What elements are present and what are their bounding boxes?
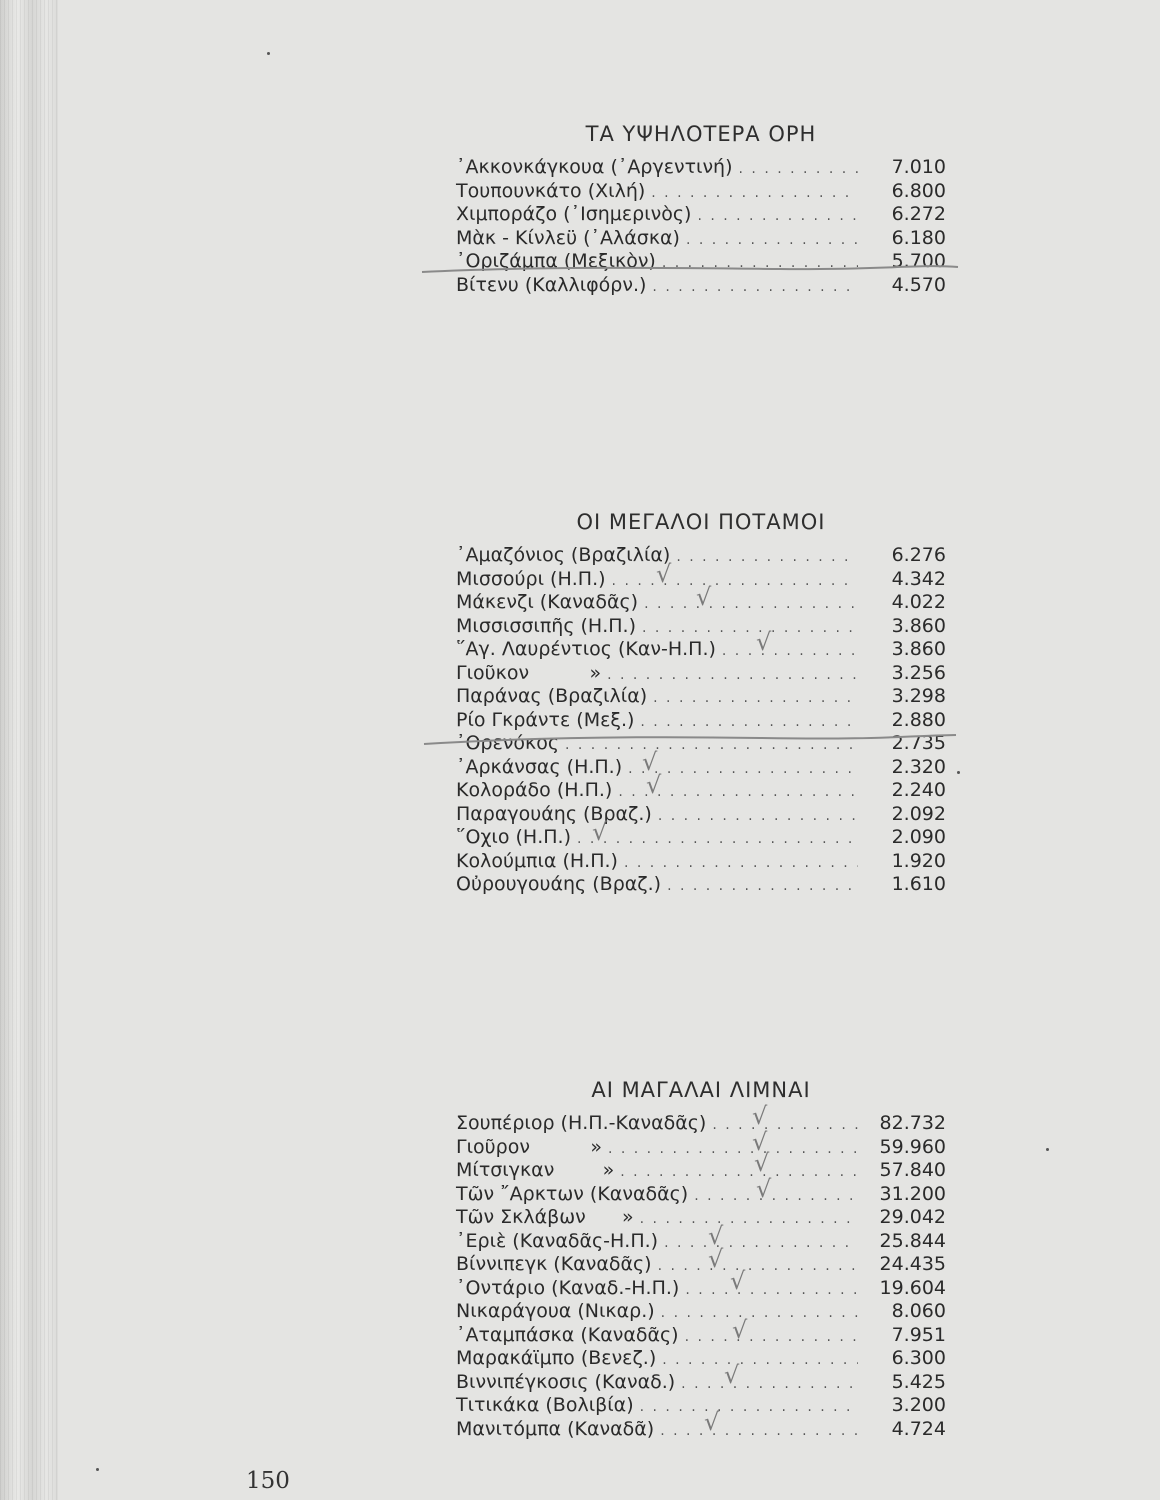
lakes-section [456, 1078, 946, 1441]
checkmark-icon: √ [704, 1407, 720, 1436]
list-item: ᾿Αταμπάσκα (Καναδᾶς) . . . 7.951 √ [456, 1324, 946, 1348]
list-item: ῞Αγ. Λαυρέντιος (Καν-Η.Π.) . . . 3.860 √ [456, 638, 946, 662]
paper-speck [1046, 1148, 1049, 1151]
list-item: Τιτικάκα (Βολιβία) . . . 3.200 [456, 1394, 946, 1418]
list-item: Παράνας (Βραζιλία) . . . 3.298 [456, 685, 946, 709]
book-gutter [0, 0, 58, 1500]
list-item: Μισσούρι (Η.Π.) . . . 4.342 √ [456, 568, 946, 592]
list-item: Μὰκ - Κίνλεϋ (᾿Αλάσκα) . . . 6.180 [456, 227, 946, 251]
paper-speck [957, 771, 960, 774]
checkmark-icon: √ [708, 1221, 724, 1250]
checkmark-icon: √ [592, 818, 608, 846]
pencil-underline [420, 262, 960, 276]
list-item: Μανιτόμπα (Καναδᾶ) . . . 4.724 √ [456, 1418, 946, 1442]
list-item: ᾿Ορενόκος . . . 2.735 [456, 732, 946, 756]
lakes-title: ΑΙ ΜΑΓΑΛΑΙ ΛΙΜΝΑΙ [591, 1078, 811, 1102]
list-item: ῞Οχιο (Η.Π.) . . . 2.090 √ [456, 826, 946, 850]
list-item: ᾿Αμαζόνιος (Βραζιλία) . . . 6.276 [456, 544, 946, 568]
list-item: Κολοράδο (Η.Π.) . . . 2.240 √ [456, 779, 946, 803]
list-item: Μάκενζι (Καναδᾶς) . . . 4.022 √ [456, 591, 946, 615]
checkmark-icon: √ [730, 1266, 746, 1295]
checkmark-icon: √ [696, 583, 712, 611]
pencil-underline [420, 732, 960, 746]
list-item: Βίτενυ (Καλλιφόρν.) . . . 4.570 [456, 274, 946, 298]
list-item: Γιοῦρον » . . . 59.960 √ [456, 1136, 946, 1160]
list-item: Μίτσιγκαν » . . . 57.840 √ [456, 1159, 946, 1183]
checkmark-icon: √ [756, 1174, 772, 1203]
checkmark-icon: √ [754, 1149, 770, 1177]
list-item: Τῶν Σκλάβων » . . . 29.042 [456, 1206, 946, 1230]
list-item: Βιννιπέγκοσις (Καναδ.) . . . 5.425 √ [456, 1371, 946, 1395]
checkmark-icon: √ [724, 1360, 740, 1389]
checkmark-icon: √ [642, 747, 658, 776]
checkmark-icon: √ [756, 628, 772, 656]
list-item: Ρίο Γκράντε (Μεξ.) . . . 2.880 [456, 709, 946, 733]
paper-speck [267, 52, 270, 55]
list-item: Τῶν ῎Αρκτων (Καναδᾶς) . . . 31.200 √ [456, 1183, 946, 1207]
list-item: Τουπουνκάτο (Χιλή) . . . 6.800 [456, 180, 946, 204]
list-item: ᾿Οριζάμπα (Μεξικὸν) . . . 5.700 [456, 250, 946, 274]
list-item: ᾿Εριὲ (Καναδᾶς-Η.Π.) . . . 25.844 √ [456, 1230, 946, 1254]
checkmark-icon: √ [656, 559, 672, 588]
list-item: Παραγουάης (Βραζ.) . . . 2.092 [456, 803, 946, 827]
list-item: Χιμποράζο (᾿Ισημερινὸς) . . . 6.272 [456, 203, 946, 227]
page-number: 150 [246, 1468, 290, 1494]
list-item: ᾿Ακκονκάγκουα (᾿Αργεντινή) . . . 7.010 [456, 156, 946, 180]
mountains-title: ΤΑ ΥΨΗΛΟΤΕΡΑ ΟΡΗ [585, 122, 817, 146]
list-item: Κολούμπια (Η.Π.) . . . 1.920 [456, 850, 946, 874]
lakes-list [456, 1102, 946, 1441]
list-item: Γιοῦκον » . . . 3.256 [456, 662, 946, 686]
list-item: Μαρακάϊμπο (Βενεζ.) . . . 6.300 [456, 1347, 946, 1371]
checkmark-icon: √ [752, 1102, 768, 1130]
rivers-title: ΟΙ ΜΕΓΑΛΟΙ ΠΟΤΑΜΟΙ [576, 510, 826, 534]
list-item: Νικαράγουα (Νικαρ.) . . . 8.060 [456, 1300, 946, 1324]
paper-speck [96, 1468, 99, 1471]
list-item: Μισσισσιπῆς (Η.Π.) . . . 3.860 [456, 615, 946, 639]
list-item: ᾿Οντάριο (Καναδ.-Η.Π.) . . . 19.604 √ [456, 1277, 946, 1301]
checkmark-icon: √ [752, 1127, 768, 1156]
checkmark-icon: √ [732, 1315, 748, 1344]
list-item: Οὐρουγουάης (Βραζ.) . . . 1.610 [456, 873, 946, 897]
rivers-section [456, 510, 946, 897]
list-item: Βίννιπεγκ (Καναδᾶς) . . . 24.435 √ [456, 1253, 946, 1277]
list-item: Σουπέριορ (Η.Π.-Καναδᾶς) . . . 82.732 √ [456, 1112, 946, 1136]
checkmark-icon: √ [708, 1245, 724, 1273]
list-item: ᾿Αρκάνσας (Η.Π.) . . . 2.320 √ [456, 756, 946, 780]
checkmark-icon: √ [646, 771, 662, 799]
rivers-list [456, 544, 946, 897]
